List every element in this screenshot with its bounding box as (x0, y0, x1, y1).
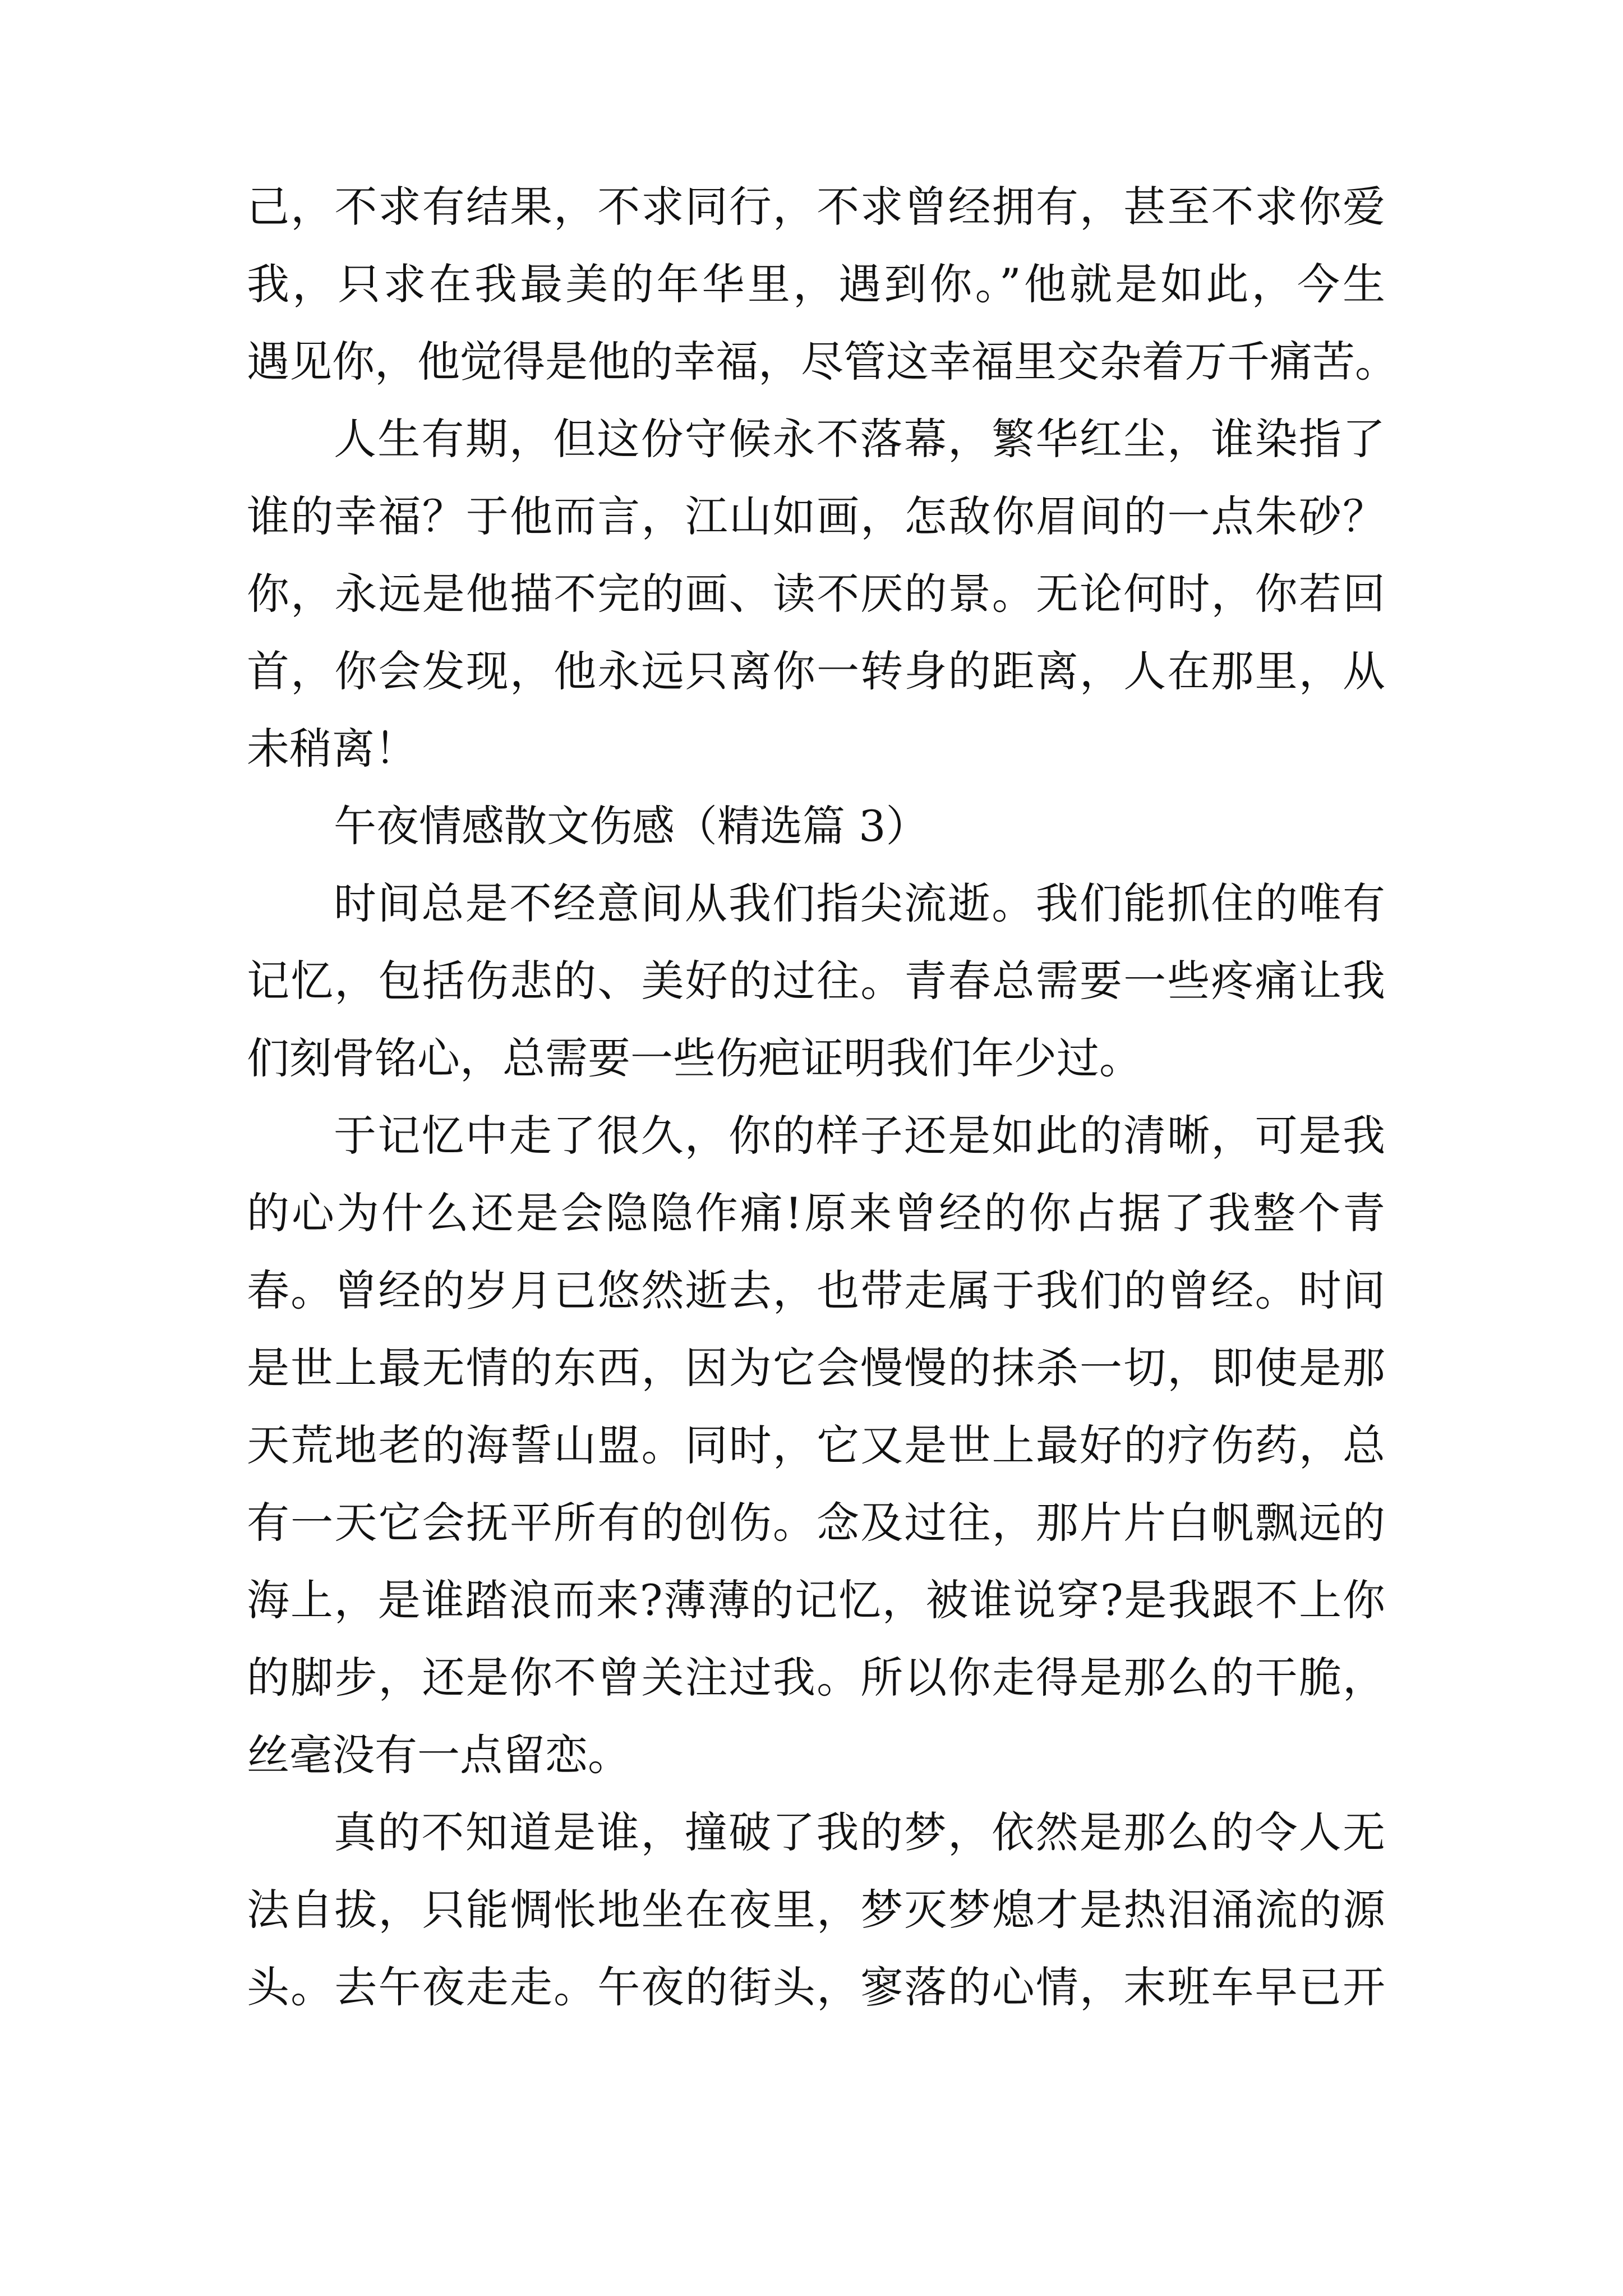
text-line: 真的不知道是谁，撞破了我的梦，依然是那么的令人无 (334, 1807, 1385, 1857)
text-line: 是世上最无情的东西，因为它会慢慢的抹杀一切，即使是那 (247, 1343, 1385, 1393)
text-line: 你，永远是他描不完的画、读不厌的景。无论何时，你若回 (247, 569, 1385, 619)
paragraph (247, 1794, 1385, 2026)
text-line: 记忆，包括伤悲的、美好的过往。青春总需要一些疼痛让我 (247, 956, 1385, 1006)
text-line: 丝毫没有一点留恋。 (247, 1730, 630, 1780)
text-line: 己，不求有结果，不求同行，不求曾经拥有，甚至不求你爱 (247, 182, 1385, 232)
paragraph (247, 401, 1385, 788)
paragraph (247, 168, 1398, 401)
text-line: 海上，是谁踏浪而来?薄薄的记忆，被谁说穿?是我跟不上你 (247, 1575, 1385, 1625)
paragraph (247, 1097, 1385, 1794)
text-line: 头。去午夜走走。午夜的街头，寥落的心情，末班车早已开 (247, 1962, 1385, 2012)
text-line: 的心为什么还是会隐隐作痛!原来曾经的你占据了我整个青 (247, 1188, 1385, 1238)
text-line: 人生有期，但这份守候永不落幕，繁华红尘，谁染指了 (334, 414, 1385, 464)
text-line: 的脚步，还是你不曾关注过我。所以你走得是那么的干脆， (247, 1653, 1385, 1703)
section-heading (247, 788, 1385, 865)
text-line: 天荒地老的海誓山盟。同时，它又是世上最好的疗伤药，总 (247, 1420, 1385, 1470)
text-line: 遇见你，他觉得是他的幸福，尽管这幸福里交杂着万千痛苦。 (247, 337, 1398, 386)
text-line: 首，你会发现，他永远只离你一转身的距离，人在那里，从 (247, 646, 1385, 696)
text-line: 有一天它会抚平所有的创伤。念及过往，那片片白帆飘远的 (247, 1498, 1385, 1548)
text-line: 们刻骨铭心，总需要一些伤疤证明我们年少过。 (247, 1033, 1142, 1083)
text-line: 谁的幸福？于他而言，江山如画，怎敌你眉间的一点朱砂？ (247, 491, 1385, 541)
document-body (247, 168, 1398, 2026)
text-line: 我，只求在我最美的年华里，遇到你。”他就是如此，今生 (247, 259, 1385, 309)
text-line: 春。曾经的岁月已悠然逝去，也带走属于我们的曾经。时间 (247, 1266, 1385, 1315)
text-line: 未稍离！ (247, 724, 417, 774)
heading-text: 午夜情感散文伤感（精选篇 3） (334, 801, 929, 851)
text-line: 法自拔，只能惆怅地坐在夜里，梦灭梦熄才是热泪涌流的源 (247, 1885, 1385, 1935)
paragraph (247, 865, 1385, 1097)
text-line: 于记忆中走了很久，你的样子还是如此的清晰，可是我 (334, 1111, 1385, 1161)
text-line: 时间总是不经意间从我们指尖流逝。我们能抓住的唯有 (334, 878, 1385, 928)
